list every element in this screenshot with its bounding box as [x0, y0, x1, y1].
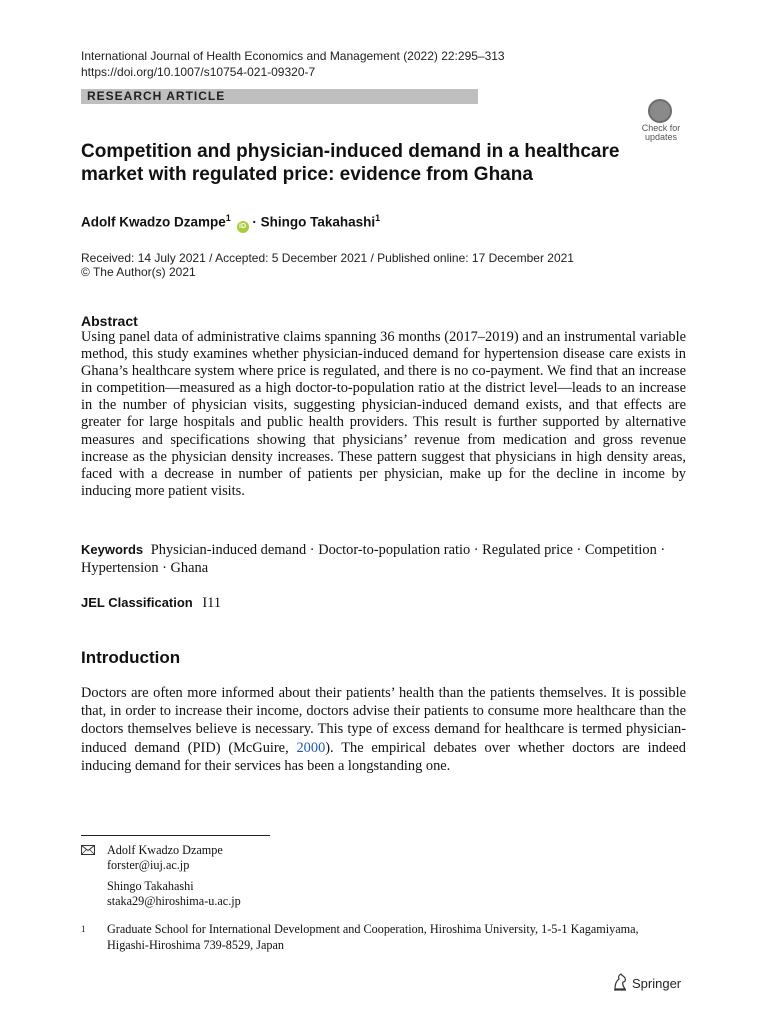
doi-link[interactable]: https://doi.org/10.1007/s10754-021-09320-7 [81, 65, 316, 79]
citation-link[interactable]: 2000 [296, 739, 326, 756]
affiliation-sup: 1 [225, 213, 231, 223]
journal-citation: International Journal of Health Economics and Management (2022) 22:295–313 [81, 49, 505, 63]
footnote-author-name: Shingo Takahashi [107, 879, 194, 893]
publisher-logo [612, 973, 681, 995]
introduction-heading: Introduction [81, 648, 181, 667]
article-type-label: RESEARCH ARTICLE [87, 89, 226, 103]
article-type-bar [81, 89, 478, 104]
badge-line1: Check for [641, 123, 681, 133]
jel-label: JEL Classification [81, 595, 193, 610]
keywords [81, 541, 686, 577]
author-separator: · [252, 214, 257, 230]
check-for-updates-label [636, 124, 686, 142]
introduction-text [81, 684, 686, 775]
affiliation-marker: 1 [81, 924, 86, 934]
jel-value: I11 [202, 595, 222, 611]
footnote-divider [81, 835, 270, 836]
intro-text-start: Doctors are often more informed about their patients’ health than the patients themselves. It is possible that, in order to increase their income, doctors advise their patients to consume more healthcare than the doctors themselves believe is necessary. This type of excess demand for healthcare is termed physician-induced demand (PID) (McGuire, [81, 685, 686, 756]
abstract-heading: Abstract [81, 313, 138, 329]
badge-line2: updates [644, 132, 678, 142]
publication-dates: Received: 14 July 2021 / Accepted: 5 December 2021 / Published online: 17 December 2021 [81, 251, 574, 265]
author-line [81, 209, 380, 233]
author-name[interactable]: Adolf Kwadzo Dzampe [81, 214, 226, 230]
keywords-label: Keywords [81, 542, 144, 557]
keywords-text: Physician-induced demand · Doctor-to-population ratio · Regulated price · Competition · Hypertension · Ghana [81, 542, 666, 576]
orcid-icon[interactable]: iD [237, 221, 249, 233]
check-for-updates-badge[interactable] [636, 97, 686, 143]
check-for-updates-icon [648, 99, 672, 123]
copyright: © The Author(s) 2021 [81, 265, 196, 279]
jel-classification [81, 594, 221, 612]
springer-horse-icon [612, 973, 628, 991]
intro-text-end: ). The empirical debates over whether doctors are indeed inducing demand for their services has been a longstanding one. [81, 739, 686, 774]
envelope-icon [81, 845, 95, 855]
publisher-name: Springer [632, 976, 682, 991]
footnote-author-email[interactable]: staka29@hiroshima-u.ac.jp [107, 894, 241, 908]
affiliation-sup: 1 [375, 213, 381, 223]
footnote-author-email[interactable]: forster@iuj.ac.jp [107, 858, 190, 872]
abstract-text: Using panel data of administrative claims spanning 36 months (2017–2019) and an instrumental variable method, this study examines whether physician-induced demand for hypertension disease care exists in Ghana’s healthcare system where price is regulated, and there is no co-payment. We find that an increase in competition—measured as a high doctor-to-population ratio at the district level—leads to an increase in the number of physician visits, suggesting physician-induced demand exists, and that effects are greater for large hospitals and public health providers. This result is further supported by alternative measures and specifications showing that physicians’ revenue from medication and gross revenue increase as the physician density increases. These pattern suggest that physicians in high density areas, faced with a decrease in number of patients per physician, make up for the decline in income by inducing more patient visits. [81, 329, 686, 499]
article-title: Competition and physician-induced demand in a healthcare market with regulated price: evidence from Ghana [81, 141, 620, 185]
footnote-author-name: Adolf Kwadzo Dzampe [107, 843, 223, 857]
author-name[interactable]: Shingo Takahashi [260, 214, 376, 230]
affiliation-text: Graduate School for International Development and Cooperation, Hiroshima University, 1-5-1 Kagamiyama, Higashi-Hiroshima 739-8529, Japan [107, 922, 639, 952]
